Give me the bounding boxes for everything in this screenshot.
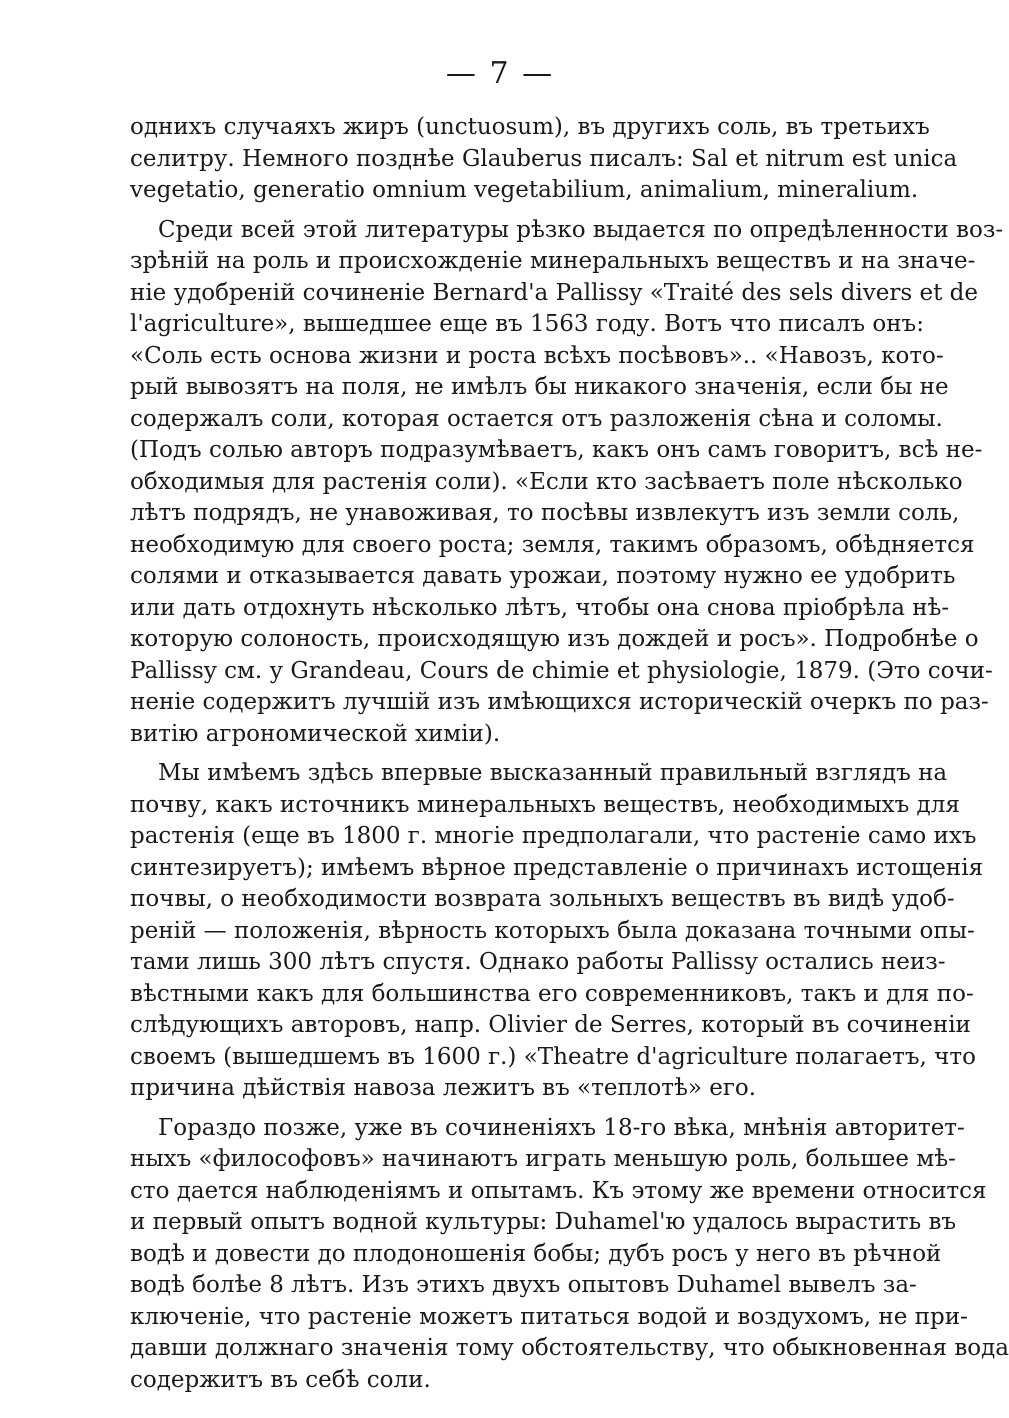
text-line: почву, какъ источникъ минеральныхъ веществъ, необходимыхъ для xyxy=(130,791,960,818)
text-line: содержитъ въ себѣ соли. xyxy=(130,1366,431,1393)
text-line: ныхъ «философовъ» начинаютъ играть меньшую роль, большее мѣ- xyxy=(130,1146,956,1172)
text-line: водѣ и довести до плодоношенія бобы; дубъ росъ у него въ рѣчной xyxy=(130,1240,942,1267)
text-line: или дать отдохнуть нѣсколько лѣтъ, чтобы она снова пріобрѣла нѣ- xyxy=(130,594,950,621)
paragraph xyxy=(130,758,984,1105)
text-line: однихъ случаяхъ жиръ (unctuosum), въ другихъ соль, въ третьихъ xyxy=(130,114,930,140)
text-line: сто дается наблюденіямъ и опытамъ. Къ этому же времени относится xyxy=(130,1177,987,1204)
text-line: Среди всей этой литературы рѣзко выдается по опредѣленности воз- xyxy=(158,216,1004,243)
text-line: Мы имѣемъ здѣсь впервые высказанный правильный взглядъ на xyxy=(158,760,948,786)
text-line: рый вывозятъ на поля, не имѣлъ бы никакого значенія, если бы не xyxy=(130,374,949,400)
text-line: вѣстными какъ для большинства его современниковъ, такъ и для по- xyxy=(130,980,974,1007)
paragraph xyxy=(130,215,1004,751)
text-line: зрѣній на роль и происхожденіе минеральныхъ веществъ и на значе- xyxy=(130,248,976,274)
text-line: Pallissy см. у Grandeau, Cours de chimie et physiologie, 1879. (Это сочи- xyxy=(130,657,993,684)
text-line: vegetatio, generatio omnium vegetabilium, animalium, mineralium. xyxy=(130,177,919,203)
text-line: ніе удобреній сочиненіе Bernard'a Pallissy «Traité des sels divers et de xyxy=(130,279,978,306)
text-line: лѣтъ подрядъ, не унавоживая, то посѣвы извлекутъ изъ земли соль, xyxy=(130,500,960,526)
text-line: реній — положенія, вѣрность которыхъ была доказана точными опы- xyxy=(130,917,975,944)
text-line: l'agriculture», вышедшее еще въ 1563 году. Вотъ что писалъ онъ: xyxy=(130,311,924,337)
text-line: «Соль есть основа жизни и роста всѣхъ посѣвовъ».. «Навозъ, кото- xyxy=(130,342,944,369)
text-line: и первый опытъ водной культуры: Duhamel'ю удалось вырастить въ xyxy=(130,1209,957,1235)
text-line: Гораздо позже, уже въ сочиненіяхъ 18-го вѣка, мнѣнія авторитет- xyxy=(158,1114,965,1141)
paragraph xyxy=(130,112,958,207)
text-line: неніе содержитъ лучшій изъ имѣющихся историческій очеркъ по раз- xyxy=(130,689,989,715)
text-line: тами лишь 300 лѣтъ спустя. Однако работы Pallissy остались неиз- xyxy=(130,949,946,975)
text-line: ключеніе, что растеніе можетъ питаться водой и воздухомъ, не при- xyxy=(130,1303,968,1330)
text-line: селитру. Немного позднѣе Glauberus писалъ: Sal et nitrum est unica xyxy=(130,145,958,172)
text-line: синтезируетъ); имѣемъ вѣрное представленіе о причинахъ истощенія xyxy=(130,854,984,881)
text-line: водѣ болѣе 8 лѣтъ. Изъ этихъ двухъ опытовъ Duhamel вывелъ за- xyxy=(130,1272,917,1298)
text-line: витію агрономической химіи). xyxy=(130,720,501,747)
paragraph xyxy=(130,1113,1009,1397)
text-line: необходимую для своего роста; земля, такимъ образомъ, обѣдняется xyxy=(130,531,975,558)
text-line: которую солоность, происходящую изъ дождей и росъ». Подробнѣе о xyxy=(130,626,979,652)
text-line: своемъ (вышедшемъ въ 1600 г.) «Theatre d'agriculture полагаетъ, что xyxy=(130,1043,976,1070)
text-line: солями и отказывается давать урожаи, поэтому нужно ее удобрить xyxy=(130,563,956,589)
text-line: слѣдующихъ авторовъ, напр. Olivier de Serres, который въ сочиненіи xyxy=(130,1012,971,1038)
text-line: причина дѣйствія навоза лежитъ въ «теплотѣ» его. xyxy=(130,1075,757,1101)
text-line: растенія (еще въ 1800 г. многіе предполагали, что растеніе само ихъ xyxy=(130,823,977,849)
body-text xyxy=(130,112,1009,1404)
text-line: (Подъ солью авторъ подразумѣваетъ, какъ онъ самъ говоритъ, всѣ не- xyxy=(130,437,983,463)
page-number: — 7 — xyxy=(445,56,555,91)
text-line: обходимыя для растенія соли). «Если кто засѣваетъ поле нѣсколько xyxy=(130,468,963,495)
text-line: давши должнаго значенія тому обстоятельству, что обыкновенная вода xyxy=(130,1335,1009,1361)
text-line: почвы, о необходимости возврата зольныхъ веществъ въ видѣ удоб- xyxy=(130,886,955,912)
text-line: содержалъ соли, которая остается отъ разложенія сѣна и соломы. xyxy=(130,405,943,432)
